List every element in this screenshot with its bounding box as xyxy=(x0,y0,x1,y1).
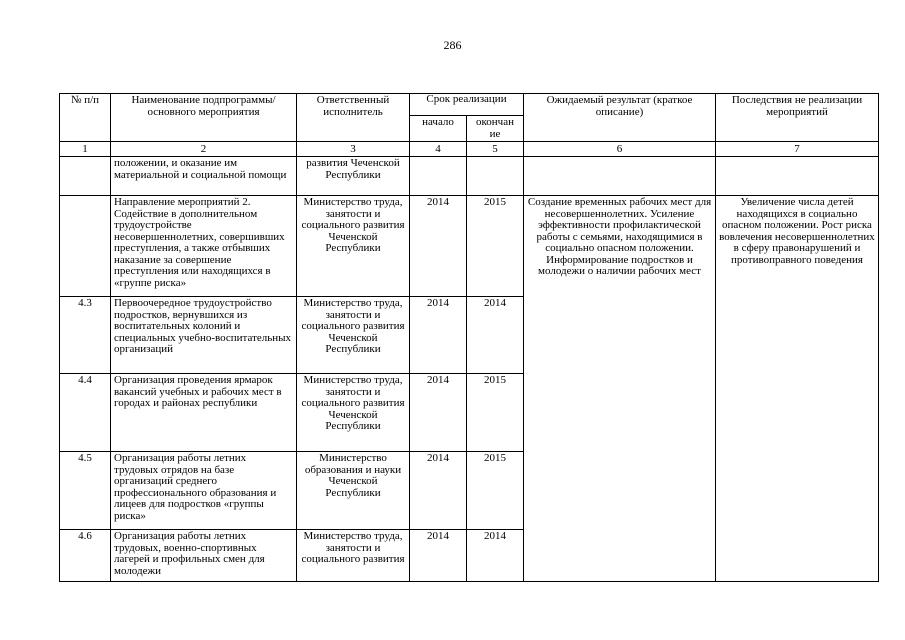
empty-cell xyxy=(524,157,716,196)
table-row xyxy=(60,157,879,196)
header-result: Ожидаемый результат (краткое описание) xyxy=(524,94,716,142)
row-end: 2014 xyxy=(467,297,524,374)
column-number: 3 xyxy=(297,142,410,157)
column-number: 5 xyxy=(467,142,524,157)
row-start: 2014 xyxy=(410,452,467,530)
header-name: Наименование подпрограммы/ основного мероприятия xyxy=(111,94,297,142)
row-num xyxy=(60,196,111,297)
header-term: Срок реализации xyxy=(410,94,524,116)
header-num: № п/п xyxy=(60,94,111,142)
row-name: Организация работы летних трудовых отрядов на базе организаций среднего профессионального образования и лицеев для подростков «группы риска» xyxy=(111,452,297,530)
row-name: Направление мероприятий 2. Содействие в дополнительном трудоустройстве несовершеннолетних, совершивших преступления, а также отбывших наказание за совершение преступления или находящихся в «группе риска» xyxy=(111,196,297,297)
consequences: Увеличение числа детей находящихся в социально опасном положении. Рост риска вовлечения несовершеннолетних в сферу правонарушений и противоправного поведения xyxy=(716,196,879,582)
header-start: начало xyxy=(410,116,467,142)
header-executor: Ответственный исполнитель xyxy=(297,94,410,142)
row-num: 4.5 xyxy=(60,452,111,530)
row-name: Организация работы летних трудовых, военно-спортивных лагерей и профильных смен для молодежи xyxy=(111,530,297,582)
header-row xyxy=(60,94,879,116)
row-num: 4.3 xyxy=(60,297,111,374)
column-number-row xyxy=(60,142,879,157)
row-end: 2015 xyxy=(467,196,524,297)
row-executor: Министерство труда, занятости и социального развития Чеченской Республики xyxy=(297,297,410,374)
row-num xyxy=(60,157,111,196)
row-name: Первоочередное трудоустройство подростков, вернувшихся из воспитательных колоний и специальных учебно-воспитательных организаций xyxy=(111,297,297,374)
row-num: 4.6 xyxy=(60,530,111,582)
column-number: 7 xyxy=(716,142,879,157)
row-executor: Министерство образования и науки Чеченской Республики xyxy=(297,452,410,530)
row-executor: Министерство труда, занятости и социального развития xyxy=(297,530,410,582)
column-number: 1 xyxy=(60,142,111,157)
row-executor: развития Чеченской Республики xyxy=(297,157,410,196)
row-name: Организация проведения ярмарок вакансий учебных и рабочих мест в городах и районах республики xyxy=(111,374,297,452)
expected-result: Создание временных рабочих мест для несовершеннолетних. Усиление эффективности профилактической работы с семьями, находящимися в социально опасном положении. Информирование подростков и молодежи о наличии рабочих мест xyxy=(524,196,716,582)
header-consequences: Последствия не реализации мероприятий xyxy=(716,94,879,142)
measures-table xyxy=(59,93,879,582)
row-end xyxy=(467,157,524,196)
row-start: 2014 xyxy=(410,196,467,297)
row-end: 2015 xyxy=(467,452,524,530)
column-number: 4 xyxy=(410,142,467,157)
row-end: 2015 xyxy=(467,374,524,452)
header-end: окончан ие xyxy=(467,116,524,142)
row-executor: Министерство труда, занятости и социального развития Чеченской Республики xyxy=(297,374,410,452)
row-name: положении, и оказание им материальной и социальной помощи xyxy=(111,157,297,196)
column-number: 6 xyxy=(524,142,716,157)
row-executor: Министерство труда, занятости и социального развития Чеченской Республики xyxy=(297,196,410,297)
row-start: 2014 xyxy=(410,530,467,582)
column-number: 2 xyxy=(111,142,297,157)
empty-cell xyxy=(716,157,879,196)
table-row xyxy=(60,196,879,297)
row-num: 4.4 xyxy=(60,374,111,452)
page-number: 286 xyxy=(443,38,462,52)
row-start xyxy=(410,157,467,196)
row-start: 2014 xyxy=(410,297,467,374)
row-end: 2014 xyxy=(467,530,524,582)
row-start: 2014 xyxy=(410,374,467,452)
